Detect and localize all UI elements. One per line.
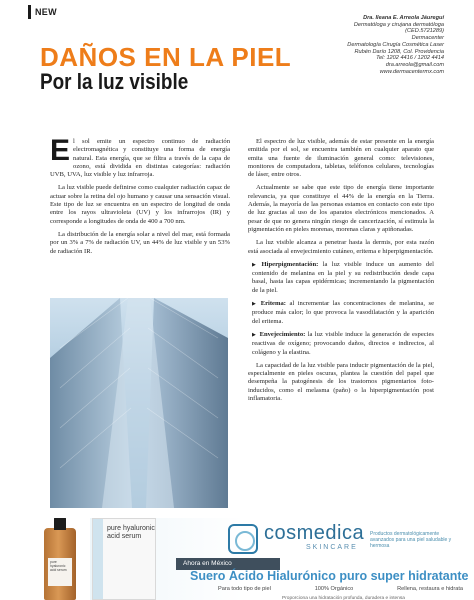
article-subtitle: Por la luz visible	[40, 69, 189, 94]
bullet-term: Envejecimiento:	[259, 330, 306, 338]
cosmedica-logo-icon	[228, 524, 258, 554]
bullet-item	[248, 261, 434, 295]
paragraph: La luz visible puede definirse como cualquier radiación capaz de actuar sobre la retina del ojo humano y causar una sensación visual. Este tipo de luz se encuentra en un espectro de longitud de onda entre los rayos ultravioleta (UV) y los infrarrojos (IR) y corresponde a longitudes de onda de 400 a 700 nm.	[50, 184, 230, 225]
bullet-item	[248, 300, 434, 326]
brand-tagline: Productos dermatológicamente avanzados para una piel saludable y hermosa	[370, 531, 452, 549]
paragraph: La distribución de la energía solar a nivel del mar, está formada por un 3% a 7% de radiación UV, un 44% de luz visible y un 53% de radiación IR.	[50, 230, 230, 255]
author-line: Tel: 1202 4416 / 1202 4414	[376, 55, 444, 62]
bullet-term: Eritema:	[260, 300, 286, 308]
author-line: Dermatóloga y cirujana dermatóloga	[353, 21, 444, 28]
arrow-icon: ▶	[252, 262, 259, 268]
availability-pill: Ahora en México	[176, 558, 280, 570]
brand-subtitle: SKINCARE	[306, 544, 358, 551]
paragraph: Actualmente se sabe que este tipo de energía tiene importante relevancia, ya que constituye el 44% de la energía en la Tierra. Además, la mayoría de las personas estamos en contacto con este tipo de luz gracias al uso de los aparatos electrónicos mencionados. A pesar de que no genera ningún riesgo de cancerización, sí estimula la pigmentación en pieles morenas, morenas claras y apiñonadas.	[248, 184, 434, 233]
feature-item: 100% Orgánico	[314, 586, 354, 592]
box-stripe	[93, 519, 103, 599]
paragraph	[50, 134, 230, 179]
left-column	[50, 134, 230, 261]
ad-features	[218, 586, 463, 592]
paragraph-text: l sol emite un espectro continuo de radiación electromagnética y constituye una forma de energía natural. Esta energía, que se filtra a través de la capa de ozono, está dividida en distintas categorías: radiación UVB, UVA, luz visible y luz infrarroja.	[50, 138, 230, 179]
author-name: Dra. Ileana E. Arreola Jáuregui	[363, 15, 444, 21]
ad-description: Proporciona una hidratación profunda, duradera e intensa	[282, 596, 405, 600]
box-text: pure hyaluronic acid serum	[107, 525, 155, 540]
brand-name: cosmedica	[264, 522, 365, 544]
author-line: Rubén Darío 1208, Col. Providencia	[354, 48, 444, 55]
article-title: DAÑOS EN LA PIEL	[40, 42, 292, 72]
ad-headline: Suero Ácido Hialurónico puro super hidratante	[190, 569, 469, 583]
bullet-text: la luz visible induce la generación de especies reactivas de oxígeno; provocando daños, directos e indirectos, al colágeno y la elastina.	[252, 330, 434, 356]
author-line: (CED.5721289)	[405, 28, 444, 35]
author-block	[294, 15, 444, 75]
bullet-text: al incrementar las concentraciones de melanina, se produce más calor; lo que provoca la vasodilatación y la aparición del eritema.	[252, 300, 434, 325]
dropcap: E	[50, 134, 71, 167]
right-column	[248, 138, 434, 408]
section-tag: NEW	[28, 5, 57, 19]
product-box-image	[92, 518, 156, 600]
author-email[interactable]: dra.arreola@gmail.com	[385, 61, 444, 68]
bottle-label: pure hyaluronic acid serum	[48, 558, 72, 586]
author-website[interactable]: www.dermacentermx.com	[379, 68, 444, 75]
feature-item: Rellena, restaura e hidrata	[397, 586, 463, 592]
bullet-item	[248, 331, 434, 357]
arrow-icon: ▶	[252, 302, 258, 308]
arrow-icon: ▶	[252, 332, 257, 338]
paragraph: La luz visible alcanza a penetrar hasta la dermis, por esta razón está asociada al envejecimiento cutáneo, eritema e hiperpigmentación.	[248, 239, 434, 255]
serum-bottle-image	[44, 528, 76, 600]
author-line: Dermatología Cirugía Cosmética Laser	[347, 41, 444, 48]
buildings-photo	[50, 298, 228, 508]
author-line: Dermacenter	[411, 35, 444, 42]
cosmedica-advertisement[interactable]	[0, 518, 474, 600]
paragraph: El espectro de luz visible, además de estar presente en la energía emitida por el sol, se encuentra también en cualquier aparato que emita una fuente de iluminación general como: televisiones, monitores de computadora, tabletas, teléfonos celulares, tecnologías de láser, entre otros.	[248, 138, 434, 179]
paragraph: La capacidad de la luz visible para inducir pigmentación de la piel, especialmente en pieles oscuras, plantea la cuestión del papel que desempeña la patogénesis de los trastornos pigmentarios foto-inducidos, como el melasma (paño) o la hiperpigmentación post inflamatoria.	[248, 361, 434, 403]
bullet-term: Hiperpigmentación:	[261, 260, 319, 268]
feature-item: Para todo tipo de piel	[218, 586, 271, 592]
bullet-text: la luz visible induce un aumento del contenido de melanina en la piel y su redistribución desde capa basal, hasta las capas epidérmicas; incrementando la pigmentación de la piel.	[252, 260, 434, 294]
